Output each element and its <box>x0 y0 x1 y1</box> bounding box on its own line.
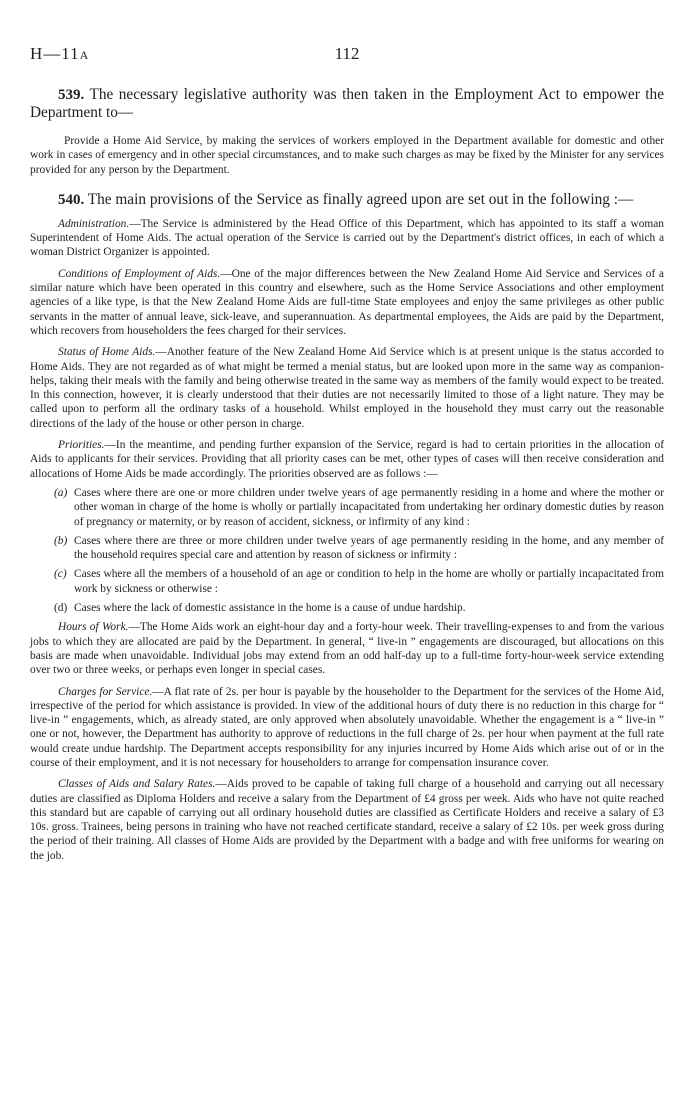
section-hours: Hours of Work.—The Home Aids work an eight-hour day and a forty-hour week. Their travelling-expenses to and from the various jobs to which they are allocated are paid by the Department. In general, “ live-in ” engagements are discouraged, but allocations on this basis are made when unavoidable. Individual jobs may extend from an odd half-day up to a full-time forty-hour-week service extending over two or three weeks, or perhaps even longer in special cases. <box>30 621 664 677</box>
paragraph-540: 540. The main provisions of the Service as finally agreed upon are set out in the following :— <box>58 190 634 208</box>
section-classes: Classes of Aids and Salary Rates.—Aids proved to be capable of taking full charge of a household and carrying out all necessary duties are classified as Diploma Holders and receive a salary from the Department of £4 gross per week. Aids who have not quite reached this standard but are capable of carrying out all ordinary household duties are classified as Certificate Holders and receive a salary of £3 10s. gross. Trainees, being persons in training who have not reached certificate standard, receive a salary of £2 10s. per week gross during the period of their training. All classes of Home Aids are provided by the Department with a badge and with free uniforms for wearing on the job. <box>30 778 665 862</box>
priority-list <box>30 486 664 615</box>
paragraph-number: 539. <box>58 87 85 103</box>
list-marker: (d) <box>54 602 68 615</box>
section-status: Status of Home Aids.—Another feature of the New Zealand Home Aid Service which is at present unique is the status accorded to Home Aids. They are not regarded as of what might be termed a menial status, but are looked upon more in the same way as companion-helps, taking their meals with the family and being otherwise treated in the same way as members of the family would expect to be treated. In this connection, however, it is clearly understood that their duties are not necessarily limited to those of a light nature. They may be called upon to perform all the ordinary tasks of a household. Whilst employed in the household they must carry out the reasonable directions of the lady of the house or other person in charge. <box>30 346 664 430</box>
page-header <box>30 44 664 66</box>
section-heading: Charges for Service. <box>58 685 153 698</box>
paragraph-539: 539. The necessary legislative authority was then taken in the Employment Act to empower the Department to— <box>30 86 664 121</box>
list-item: (a) Cases where there are one or more children under twelve years of age permanently residing in a home and where the mother or other woman in charge of the home is wholly or partially incapacitated from undertaking her ordinary domestic duties by reason of pregnancy or maternity, or by reason of accident, sickness, or infirmity of any kind : <box>54 486 664 528</box>
legislative-quote: Provide a Home Aid Service, by making the services of workers employed in the Department available for domestic and other work in cases of emergency and in other special circumstances, and to make such charges as may be fixed by the Minister for any services provided for any person by the Department. <box>30 135 664 176</box>
list-marker: (a) <box>54 486 68 499</box>
page-number: 112 <box>334 44 360 63</box>
section-administration: Administration.—The Service is administered by the Head Office of this Department, which has appointed to its staff a woman Superintendent of Home Aids. The actual operation of the Service is carried out by the Department's district offices, in each of which a woman District Organizer is appointed. <box>30 217 664 259</box>
paragraph-number: 540. <box>58 191 85 208</box>
section-heading: Priorities. <box>58 439 105 452</box>
section-priorities: Priorities.—In the meantime, and pending further expansion of the Service, regard is had to certain priorities in the allocation of Aids to applicants for their services. Providing that all priority cases can be met, other types of cases will then receive consideration and allocations of Home Aids be made accordingly. The priorities observed are as follows :— <box>30 439 664 480</box>
document-page <box>30 44 664 863</box>
list-item: (c) Cases where all the members of a household of an age or condition to help in the home are wholly or partially incapacitated from work by sickness or otherwise : <box>54 568 664 595</box>
section-heading: Conditions of Employment of Aids. <box>58 267 221 280</box>
list-marker: (b) <box>54 534 68 547</box>
section-heading: Hours of Work. <box>58 621 129 634</box>
section-heading: Administration. <box>58 217 130 230</box>
section-heading: Classes of Aids and Salary Rates. <box>58 778 216 791</box>
section-conditions: Conditions of Employment of Aids.—One of the major differences between the New Zealand Home Aid Service and Services of a similar nature which have been operated in this country and elsewhere, such as the Home Service Associations and other employment agencies of a like type, is that the New Zealand Home Aids are full-time State employees and enjoy the same privileges as other public servants in the matter of annual leave, sick-leave, and superannuation. As departmental employees, the Aids are paid by the Department, which recovers from householders the fees charged for their services. <box>30 267 664 337</box>
section-heading: Status of Home Aids. <box>58 346 156 359</box>
list-marker: (c) <box>54 568 67 581</box>
list-item: (d) Cases where the lack of domestic assistance in the home is a cause of undue hardship. <box>54 602 466 615</box>
document-reference: H—11A <box>30 44 90 63</box>
list-item: (b) Cases where there are three or more children under twelve years of age permanently residing in the home, and any member of the household requires special care and attention by reason of sickness or infirmity : <box>54 534 664 562</box>
section-charges: Charges for Service.—A flat rate of 2s. per hour is payable by the householder to the Department for the services of the Home Aid, irrespective of the period for which assistance is provided. In view of the additional hours of duty there is no reduction in this charge for “ live-in ” engagements, which, as already stated, are only approved when absolutely unavoidable. Whether the engagement is a “ live-in ” one or not, however, the Department has authority to approve of reductions in the full charge of 2s. per hour when payment at the full rate would create undue hardship. The Department accepts responsibility for any injuries incurred by Home Aids which arise out of or in the course of their employment, and it is not necessary for householders to arrange for compensation insurance cover. <box>30 685 664 769</box>
